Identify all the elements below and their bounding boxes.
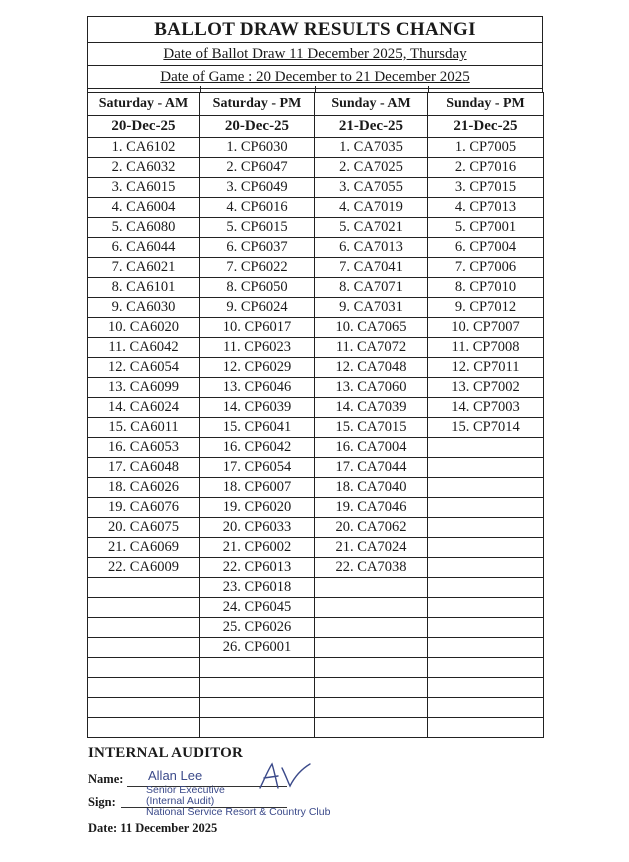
table-cell [315,658,428,678]
table-cell: 9. CA7031 [315,298,428,318]
table-cell: 1. CA6102 [88,138,200,158]
table-row [88,178,544,198]
table-cell: 10. CP6017 [200,318,315,338]
table-row [88,538,544,558]
table-cell: 6. CA6044 [88,238,200,258]
table-row [88,718,544,738]
table-row [88,158,544,178]
column-header-session: Saturday - AM [88,93,200,116]
table-cell: 17. CA7044 [315,458,428,478]
table-cell [315,598,428,618]
table-cell: 14. CA6024 [88,398,200,418]
table-cell [428,558,544,578]
table-cell: 2. CA7025 [315,158,428,178]
column-header-date: 21-Dec-25 [315,116,428,138]
table-cell [200,698,315,718]
table-cell [88,598,200,618]
table-cell: 14. CP6039 [200,398,315,418]
table-cell: 9. CP6024 [200,298,315,318]
table-cell [428,718,544,738]
table-cell [88,718,200,738]
auditor-title-1: Senior Executive [146,784,225,796]
table-cell: 19. CA6076 [88,498,200,518]
auditor-title-2: (Internal Audit) [146,795,215,807]
column-header-date: 20-Dec-25 [200,116,315,138]
table-cell: 16. CA6053 [88,438,200,458]
table-row [88,678,544,698]
column-header-session: Saturday - PM [200,93,315,116]
column-header-session: Sunday - AM [315,93,428,116]
table-cell: 19. CP6020 [200,498,315,518]
table-cell [428,578,544,598]
table-cell: 11. CP7008 [428,338,544,358]
table-cell: 8. CP7010 [428,278,544,298]
table-row [88,698,544,718]
draw-date-line [88,43,542,66]
table-cell: 25. CP6026 [200,618,315,638]
table-cell [315,638,428,658]
table-cell: 8. CP6050 [200,278,315,298]
table-row [88,278,544,298]
table-cell: 4. CA7019 [315,198,428,218]
table-cell: 12. CA7048 [315,358,428,378]
table-row [88,578,544,598]
table-cell: 21. CA7024 [315,538,428,558]
table-cell: 1. CP6030 [200,138,315,158]
table-cell: 13. CA7060 [315,378,428,398]
table-cell: 6. CA7013 [315,238,428,258]
table-row [88,458,544,478]
table-cell [428,698,544,718]
ballot-results-table [87,92,544,738]
table-cell [315,718,428,738]
game-date-line [88,66,542,88]
table-cell [428,438,544,458]
table-cell: 3. CA7055 [315,178,428,198]
table-cell: 26. CP6001 [200,638,315,658]
table-cell [428,658,544,678]
table-cell: 11. CA7072 [315,338,428,358]
table-cell: 12. CA6054 [88,358,200,378]
table-cell: 22. CA6009 [88,558,200,578]
table-row [88,378,544,398]
table-row [88,238,544,258]
table-cell: 2. CA6032 [88,158,200,178]
table-cell: 9. CP7012 [428,298,544,318]
date-header-row [88,116,544,138]
table-cell [88,578,200,598]
table-cell [315,678,428,698]
table-cell [428,598,544,618]
table-cell: 15. CP7014 [428,418,544,438]
table-cell: 7. CA7041 [315,258,428,278]
table-row [88,498,544,518]
auditor-name: Allan Lee [148,768,203,783]
table-cell: 22. CA7038 [315,558,428,578]
table-cell: 20. CA6075 [88,518,200,538]
table-cell: 11. CA6042 [88,338,200,358]
table-cell: 3. CP7015 [428,178,544,198]
table-cell [428,478,544,498]
table-cell: 4. CA6004 [88,198,200,218]
table-cell: 3. CP6049 [200,178,315,198]
table-cell [88,698,200,718]
table-cell: 22. CP6013 [200,558,315,578]
column-header-session: Sunday - PM [428,93,544,116]
table-row [88,438,544,458]
table-cell: 9. CA6030 [88,298,200,318]
table-cell: 3. CA6015 [88,178,200,198]
table-cell [88,678,200,698]
table-cell: 20. CP6033 [200,518,315,538]
table-cell: 12. CP7011 [428,358,544,378]
table-cell: 21. CA6069 [88,538,200,558]
table-row [88,138,544,158]
table-cell: 2. CP7016 [428,158,544,178]
table-cell: 10. CA7065 [315,318,428,338]
table-row [88,558,544,578]
name-label: Name: [88,772,124,786]
table-row [88,418,544,438]
table-cell [200,658,315,678]
table-cell: 8. CA7071 [315,278,428,298]
table-cell: 5. CP7001 [428,218,544,238]
table-cell: 12. CP6029 [200,358,315,378]
table-cell: 13. CP7002 [428,378,544,398]
table-row [88,658,544,678]
table-cell: 16. CA7004 [315,438,428,458]
table-row [88,218,544,238]
table-cell: 19. CA7046 [315,498,428,518]
table-row [88,258,544,278]
table-cell: 4. CP7013 [428,198,544,218]
document-title: BALLOT DRAW RESULTS CHANGI [88,17,542,43]
table-cell: 16. CP6042 [200,438,315,458]
internal-auditor-heading: INTERNAL AUDITOR [88,745,244,761]
table-cell [88,618,200,638]
auditor-organisation: National Service Resort & Country Club [146,806,331,818]
table-cell: 10. CA6020 [88,318,200,338]
table-cell: 15. CA6011 [88,418,200,438]
table-cell: 5. CP6015 [200,218,315,238]
table-cell: 13. CP6046 [200,378,315,398]
table-cell: 1. CP7005 [428,138,544,158]
table-cell: 14. CP7003 [428,398,544,418]
draw-date-text: Date of Ballot Draw 11 December 2025, Thursday [163,46,467,62]
table-row [88,298,544,318]
game-date-text: Date of Game : 20 December to 21 December 2025 [160,69,470,85]
table-row [88,598,544,618]
table-row [88,198,544,218]
table-cell [315,698,428,718]
table-row [88,638,544,658]
table-row [88,358,544,378]
table-cell: 1. CA7035 [315,138,428,158]
table-cell: 7. CA6021 [88,258,200,278]
table-cell [428,678,544,698]
table-cell [200,678,315,698]
table-cell: 6. CP7004 [428,238,544,258]
table-cell: 24. CP6045 [200,598,315,618]
table-cell: 4. CP6016 [200,198,315,218]
table-cell: 18. CA7040 [315,478,428,498]
table-cell: 15. CP6041 [200,418,315,438]
auditor-signature [254,760,316,792]
column-header-date: 21-Dec-25 [428,116,544,138]
table-cell [428,638,544,658]
table-cell: 18. CP6007 [200,478,315,498]
table-row [88,338,544,358]
table-cell: 7. CP6022 [200,258,315,278]
table-row [88,398,544,418]
table-cell [428,498,544,518]
table-cell [428,538,544,558]
header-box [87,16,543,89]
document-date: Date: 11 December 2025 [88,821,218,835]
sign-label: Sign: [88,795,116,809]
table-cell: 15. CA7015 [315,418,428,438]
table-cell: 21. CP6002 [200,538,315,558]
table-cell: 10. CP7007 [428,318,544,338]
session-header-row [88,93,544,116]
table-cell: 7. CP7006 [428,258,544,278]
table-cell [200,718,315,738]
table-cell: 17. CP6054 [200,458,315,478]
table-cell: 18. CA6026 [88,478,200,498]
table-cell: 13. CA6099 [88,378,200,398]
column-header-date: 20-Dec-25 [88,116,200,138]
table-cell [428,618,544,638]
table-cell: 6. CP6037 [200,238,315,258]
table-cell: 20. CA7062 [315,518,428,538]
table-cell: 5. CA7021 [315,218,428,238]
table-row [88,618,544,638]
table-cell: 17. CA6048 [88,458,200,478]
table-row [88,518,544,538]
table-cell: 2. CP6047 [200,158,315,178]
table-cell [88,658,200,678]
table-row [88,318,544,338]
table-cell [315,578,428,598]
table-cell [428,518,544,538]
table-cell [428,458,544,478]
table-row [88,478,544,498]
table-cell: 14. CA7039 [315,398,428,418]
table-cell [315,618,428,638]
table-cell [88,638,200,658]
table-cell: 23. CP6018 [200,578,315,598]
table-cell: 5. CA6080 [88,218,200,238]
results-body [88,138,544,738]
table-cell: 11. CP6023 [200,338,315,358]
table-cell: 8. CA6101 [88,278,200,298]
